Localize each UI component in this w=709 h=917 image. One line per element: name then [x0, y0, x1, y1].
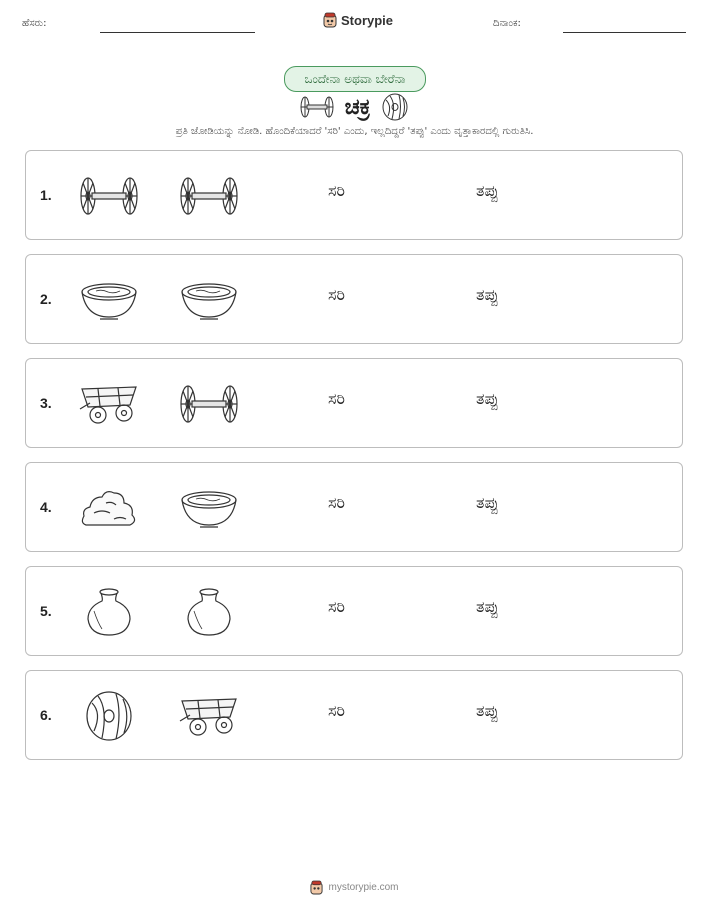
- title-row: [0, 92, 709, 122]
- worksheet-type-badge: ಒಂದೇನಾ ಅಥವಾ ಬೇರೆನಾ: [284, 66, 426, 92]
- axle-wheels-icon: [178, 171, 240, 221]
- worksheet-title: ಚಕ್ರ: [344, 94, 371, 120]
- wooden-wheel-icon: [78, 691, 140, 741]
- instructions: ಪ್ರತಿ ಜೋಡಿಯನ್ನು ನೋಡಿ. ಹೊಂದಿಕೆಯಾದರೆ 'ಸರಿ' ಎಂದು, ಇಲ್ಲದಿದ್ದರೆ 'ತಪ್ಪು' ಎಂದು ವೃತ್ತಾಕಾರದಲ್ಲಿ ಗುರುತಿಸಿ.: [175, 126, 534, 137]
- question-number: 2.: [40, 291, 52, 307]
- question-number: 6.: [40, 707, 52, 723]
- brand-name: Storypie: [341, 12, 394, 28]
- question-row: [25, 670, 683, 760]
- question-row: [25, 358, 683, 448]
- question-row: [25, 150, 683, 240]
- name-line[interactable]: [100, 32, 255, 33]
- question-row: [25, 254, 683, 344]
- bowl-icon: [178, 275, 240, 325]
- cart-icon: [78, 379, 140, 429]
- question-number: 5.: [40, 603, 52, 619]
- wooden-wheel-icon: [380, 92, 410, 122]
- answer-correct-option[interactable]: ಸರಿ: [328, 701, 345, 720]
- footer-url[interactable]: mystorypie.com: [328, 882, 399, 893]
- date-line[interactable]: [563, 32, 686, 33]
- name-label: ಹೆಸರು:: [22, 18, 47, 29]
- question-row: [25, 566, 683, 656]
- answer-correct-option[interactable]: ಸರಿ: [328, 493, 345, 512]
- answer-wrong-option[interactable]: ತಪ್ಪು: [476, 285, 499, 304]
- axle-wheels-icon: [299, 95, 335, 119]
- answer-wrong-option[interactable]: ತಪ್ಪು: [476, 493, 499, 512]
- answer-wrong-option[interactable]: ತಪ್ಪು: [476, 389, 499, 408]
- answer-wrong-option[interactable]: ತಪ್ಪು: [476, 597, 499, 616]
- date-label: ದಿನಾಂಕ:: [493, 18, 521, 29]
- axle-wheels-icon: [78, 171, 140, 221]
- storypie-logo: [323, 12, 393, 28]
- bowl-icon: [178, 483, 240, 533]
- axle-wheels-icon: [178, 379, 240, 429]
- question-number: 3.: [40, 395, 52, 411]
- answer-wrong-option[interactable]: ತಪ್ಪು: [476, 701, 499, 720]
- answer-correct-option[interactable]: ಸರಿ: [328, 285, 345, 304]
- answer-correct-option[interactable]: ಸರಿ: [328, 597, 345, 616]
- bowl-icon: [78, 275, 140, 325]
- clay-lump-icon: [78, 483, 140, 533]
- pot-icon: [78, 587, 140, 637]
- question-number: 1.: [40, 187, 52, 203]
- question-number: 4.: [40, 499, 52, 515]
- footer: [0, 880, 709, 895]
- cart-icon: [178, 691, 240, 741]
- answer-wrong-option[interactable]: ತಪ್ಪು: [476, 181, 499, 200]
- question-row: [25, 462, 683, 552]
- answer-correct-option[interactable]: ಸರಿ: [328, 181, 345, 200]
- mascot-icon: [310, 880, 323, 895]
- pot-icon: [178, 587, 240, 637]
- answer-correct-option[interactable]: ಸರಿ: [328, 389, 345, 408]
- mascot-icon: [323, 12, 337, 28]
